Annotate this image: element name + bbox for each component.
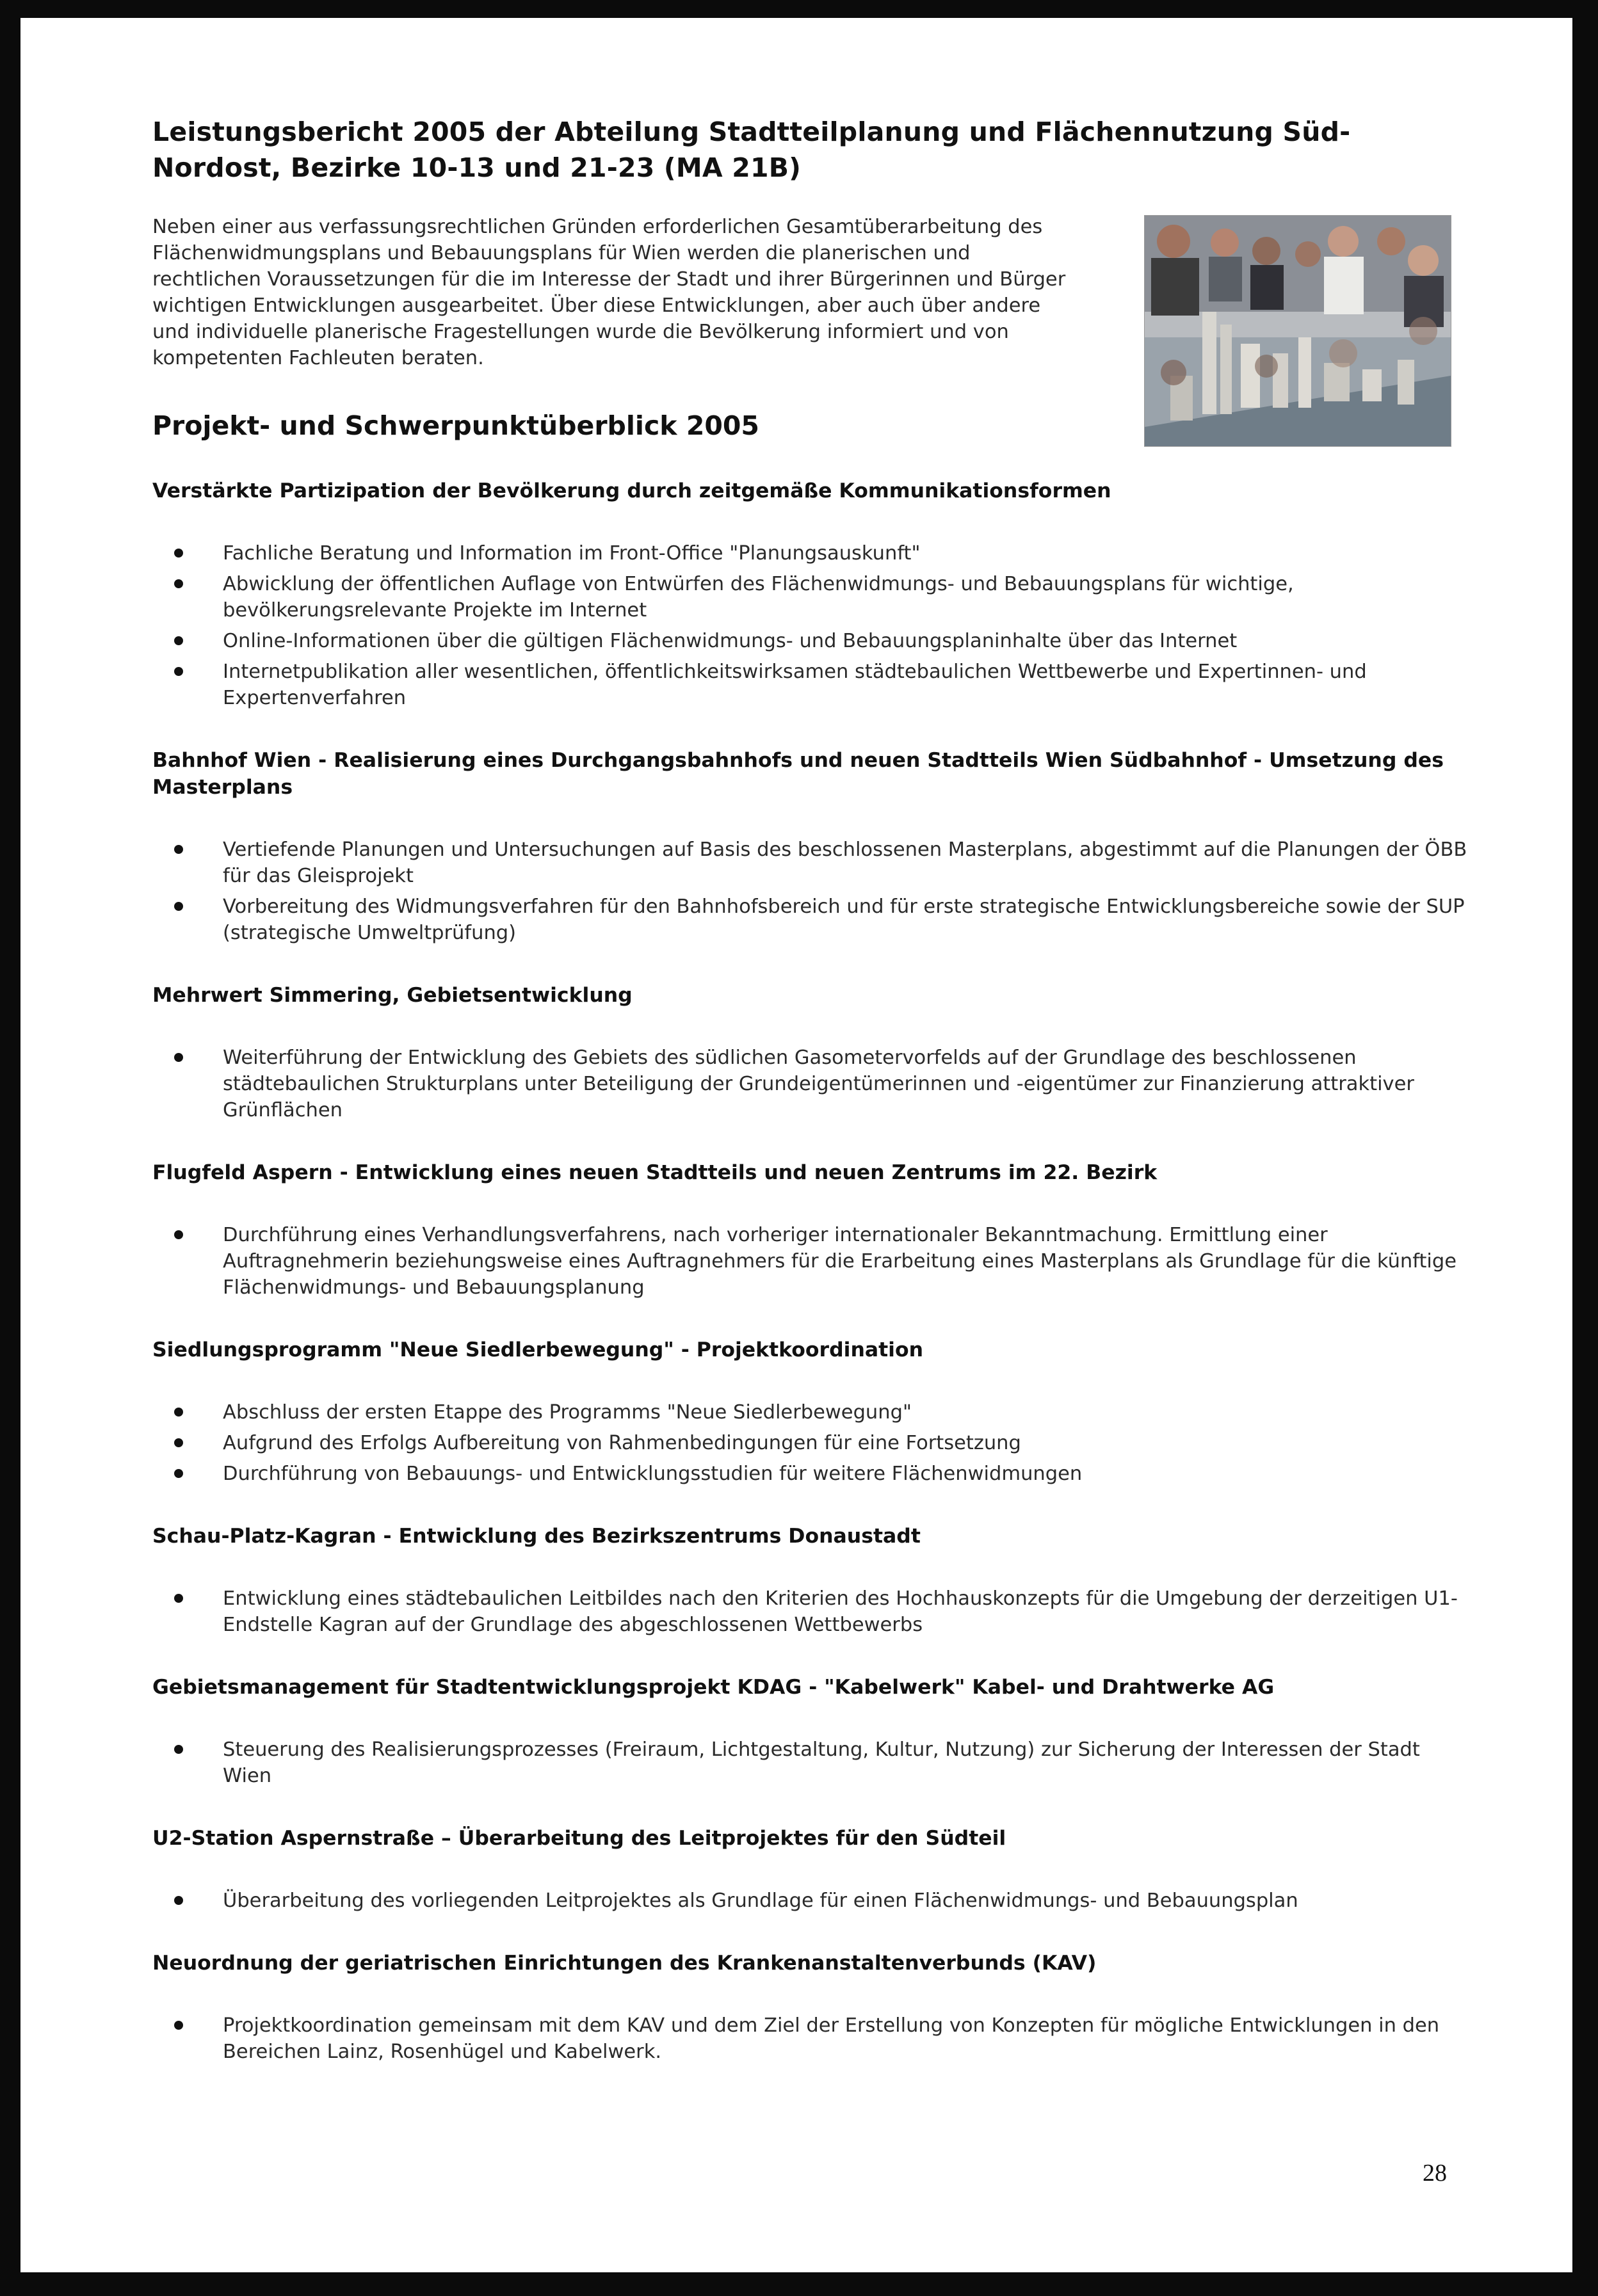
- section-heading: Mehrwert Simmering, Gebietsentwicklung: [152, 984, 633, 1007]
- model-viewing-photo: [1144, 215, 1451, 447]
- section-heading: Siedlungsprogramm "Neue Siedlerbewegung" - Projektkoordination: [152, 1338, 924, 1361]
- intro-paragraph: Neben einer aus verfassungsrechtlichen Gründen erforderlichen Gesamtüberarbeitung des Flächenwidmungsplans und Bebauungsplans für Wien werden die planerischen und rechtlichen Voraussetzungen für die im Interesse der Stadt und ihrer Bürgerinnen und Bürger wichtigen Entwicklungen ausgearbeitet. Über diese Entwicklungen, aber auch über andere und individuelle planerische Fragestellungen wurde die Bevölkerung informiert und von kompetenten Fachleuten beraten.: [152, 216, 1066, 369]
- list-item: Entwicklung eines städtebaulichen Leitbildes nach den Kriterien des Hochhauskonzepts für die Umgebung der derzeitigen U1-Endstelle Kagran auf der Grundlage des abgeschlossenen Wettbewerbs: [152, 1586, 1471, 1638]
- section-heading: Neuordnung der geriatrischen Einrichtungen des Krankenanstaltenverbunds (KAV): [152, 1952, 1097, 1975]
- intro-block: [152, 214, 1471, 371]
- section-schau-platz-kagran: [152, 1523, 1471, 1638]
- bullet-list: [152, 837, 1471, 946]
- section-siedlungsprogramm: [152, 1337, 1471, 1487]
- list-item: Weiterführung der Entwicklung des Gebiets des südlichen Gasometervorfelds auf der Grundlage des beschlossenen städtebaulichen Strukturplans unter Beteiligung der Grundeigentümerinnen und -eigentümer zur Finanzierung attraktiver Grünflächen: [152, 1045, 1471, 1123]
- bullet-list: [152, 1888, 1471, 1914]
- section-heading: Verstärkte Partizipation der Bevölkerung durch zeitgemäße Kommunikationsformen: [152, 479, 1111, 502]
- list-item: Durchführung eines Verhandlungsverfahrens, nach vorheriger internationaler Bekanntmachung. Ermittlung einer Auftragnehmerin beziehungsweise eines Auftragnehmers für die Erarbeitung eines Masterplans als Grundlage für die künftige Flächenwidmungs- und Bebauungsplanung: [152, 1222, 1471, 1301]
- section-u2-station: [152, 1825, 1471, 1914]
- section-partizipation: [152, 478, 1471, 711]
- bullet-list: [152, 2012, 1471, 2065]
- page-number: 28: [1423, 2160, 1447, 2187]
- bullet-list: [152, 1045, 1471, 1123]
- page-content: [152, 114, 1471, 2069]
- section-heading: Schau-Platz-Kagran - Entwicklung des Bezirkszentrums Donaustadt: [152, 1525, 921, 1548]
- list-item: Durchführung von Bebauungs- und Entwicklungsstudien für weitere Flächenwidmungen: [152, 1461, 1471, 1487]
- section-simmering: [152, 982, 1471, 1123]
- bullet-list: [152, 1586, 1471, 1638]
- bullet-list: [152, 1737, 1471, 1789]
- list-item: Abschluss der ersten Etappe des Programms "Neue Siedlerbewegung": [152, 1399, 1471, 1425]
- list-item: Abwicklung der öffentlichen Auflage von Entwürfen des Flächenwidmungs- und Bebauungsplans für wichtige, bevölkerungsrelevante Projekte im Internet: [152, 571, 1471, 623]
- document-page: [20, 18, 1572, 2272]
- section-heading: Bahnhof Wien - Realisierung eines Durchgangsbahnhofs und neuen Stadtteils Wien Südbahnhof - Umsetzung des Masterplans: [152, 749, 1444, 799]
- section-flugfeld-aspern: [152, 1159, 1471, 1301]
- bullet-list: [152, 540, 1471, 711]
- section-heading: Gebietsmanagement für Stadtentwicklungsprojekt KDAG - "Kabelwerk" Kabel- und Drahtwerke AG: [152, 1676, 1275, 1699]
- list-item: Internetpublikation aller wesentlichen, öffentlichkeitswirksamen städtebaulichen Wettbewerbe und Expertinnen- und Expertenverfahren: [152, 659, 1471, 711]
- list-item: Online-Informationen über die gültigen Flächenwidmungs- und Bebauungsplaninhalte über das Internet: [152, 628, 1471, 654]
- list-item: Vertiefende Planungen und Untersuchungen auf Basis des beschlossenen Masterplans, abgestimmt auf die Planungen der ÖBB für das Gleisprojekt: [152, 837, 1471, 889]
- list-item: Fachliche Beratung und Information im Front-Office "Planungsauskunft": [152, 540, 1471, 566]
- bullet-list: [152, 1399, 1471, 1487]
- list-item: Projektkoordination gemeinsam mit dem KAV und dem Ziel der Erstellung von Konzepten für mögliche Entwicklungen in den Bereichen Lainz, Rosenhügel und Kabelwerk.: [152, 2012, 1471, 2065]
- list-item: Aufgrund des Erfolgs Aufbereitung von Rahmenbedingungen für eine Fortsetzung: [152, 1430, 1471, 1456]
- section-heading: Flugfeld Aspern - Entwicklung eines neuen Stadtteils und neuen Zentrums im 22. Bezirk: [152, 1161, 1158, 1184]
- overview-heading: Projekt- und Schwerpunktüberblick 2005: [152, 410, 759, 441]
- section-heading: U2-Station Aspernstraße – Überarbeitung des Leitprojektes für den Südteil: [152, 1827, 1006, 1850]
- section-kabelwerk: [152, 1674, 1471, 1789]
- section-bahnhof-wien: [152, 747, 1471, 946]
- section-geriatrie-kav: [152, 1950, 1471, 2065]
- list-item: Vorbereitung des Widmungsverfahren für den Bahnhofsbereich und für erste strategische Entwicklungsbereiche sowie der SUP (strategische Umweltprüfung): [152, 894, 1471, 946]
- list-item: Steuerung des Realisierungsprozesses (Freiraum, Lichtgestaltung, Kultur, Nutzung) zur Sicherung der Interessen der Stadt Wien: [152, 1737, 1471, 1789]
- list-item: Überarbeitung des vorliegenden Leitprojektes als Grundlage für einen Flächenwidmungs- und Bebauungsplan: [152, 1888, 1471, 1914]
- page-title: Leistungsbericht 2005 der Abteilung Stadtteilplanung und Flächennutzung Süd-Nordost, Bezirke 10-13 und 21-23 (MA 21B): [152, 116, 1351, 183]
- bullet-list: [152, 1222, 1471, 1301]
